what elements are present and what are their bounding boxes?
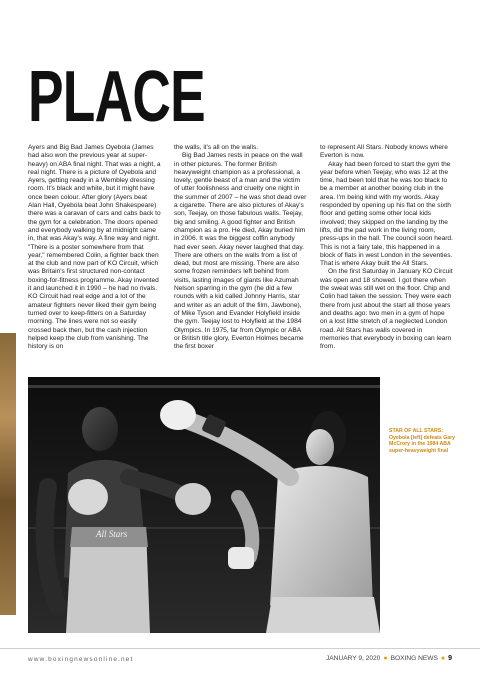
footer-divider xyxy=(0,648,480,649)
paragraph: the walls, it's all on the walls. xyxy=(174,144,259,151)
article-body xyxy=(28,144,453,351)
page-number: 9 xyxy=(448,655,452,662)
paragraph: On the first Saturday in January KO Circuit was open and 18 showed. I got there when the sweat was still wet on the floor. Chip and Colin had taken the session. They were each there from just about the start all those years and deaths ago: two men in a gym of hope on a lost little stretch of a neglected London road. All Stars has walls covered in memories that everybody in boxing can learn from. xyxy=(320,268,453,351)
photo-caption: STAR OF ALL STARS: Oyebola [left] defeats Gary McCrory in the 1984 ABA super-heavyweight final xyxy=(389,428,456,454)
website-url: www.boxingnewsonline.net xyxy=(28,656,134,663)
boxing-match-photo xyxy=(28,377,380,633)
page-headline: PLACE xyxy=(28,57,205,137)
adjacent-photo-edge xyxy=(0,333,16,615)
paragraph: Ayers and Big Bad James Oyebola (James had also won the previous year at super-heavy) on ABA final night. That was a night, a real night. There is a picture of Oyebola and Ayers, getting ready in a Wembley dressing room. It's black and white, but it might have once been colour. After glory (Ayers beat Alan Hall, Oyebola beat John Shakespeare) there was a caravan of cars and cabs back to the gym for a celebration. The doors opened and everybody walking by at midnight came in, that was Akay's way. A fine way and night. "There is a poster somewhere from that year," remembered Colin, a fighter back then at the club and now part of KO Circuit, which was Britain's first structured non-contact boxing-for-fitness programme. Akay invented it and launched it in 1990 – he had no rivals. KO Circuit had real edge and a lot of the amateur fighters never liked their gym being turned over to keep-fitters on a Saturday morning. The lines were not so easily crossed back then, but the cash injection helped keep the club from vanishing. The history is on xyxy=(28,144,161,351)
boxers-illustration xyxy=(28,377,380,633)
issue-date: JANUARY 9, 2020 xyxy=(325,655,381,662)
paragraph: Akay had been forced to start the gym the year before when Teejay, who was 12 at the time, had been told that he was too black to be a member at another boxing club in the area. I'm being kind with my words. Akay responded by opening up his flat on the sixth floor and getting some other local kids involved; they skipped on the landing by the lifts, did the pad work in the living room, press-ups in the hall. The council soon heard. This is not a fairy tale, this happened in a block of flats in west London in the seventies. That is where Akay built the All Stars. xyxy=(320,160,453,268)
issue-info xyxy=(326,655,452,662)
trunks-lettering: All Stars xyxy=(96,529,128,539)
paragraph: Big Bad James rests in peace on the wall in other pictures. The former British heavyweight champion as a professional, a lovely, gentle beast of a man and the victim of utter foolishness and cruelty one night in the summer of 2007 – he was shot dead over a cigarette. There are also pictures of Akay's son, Teejay, on those fabulous walls. Teejay, big and smiling. A good fighter and British champion as a pro. He died, Akay buried him in 2006. It was the biggest coffin anybody had ever seen. Akay never laughed that day. There are others on the walls from a list of dead, but most are missing. There are also some frozen reminders left behind from visits, lasting images of giants like Azumah Nelson sparring in the gym (he did a few rounds with a kid called Johnny Harris, star and writer as an adult of the film, Jawbone), of Mike Tyson and Evander Holyfield inside the gym. Teejay lost to Holyfield at the 1984 Olympics. In 1975, far from Olympic or ABA or British title glory, Everton Holmes became the first boxer xyxy=(174,152,307,351)
column-3 xyxy=(320,144,453,351)
column-1 xyxy=(28,144,161,351)
publication-name: BOXING NEWS xyxy=(390,655,438,662)
column-2 xyxy=(174,144,307,351)
bullet-icon: ● xyxy=(440,655,446,662)
paragraph: to represent All Stars. Nobody knows where Everton is now. xyxy=(320,144,448,160)
bullet-icon: ● xyxy=(383,655,388,662)
